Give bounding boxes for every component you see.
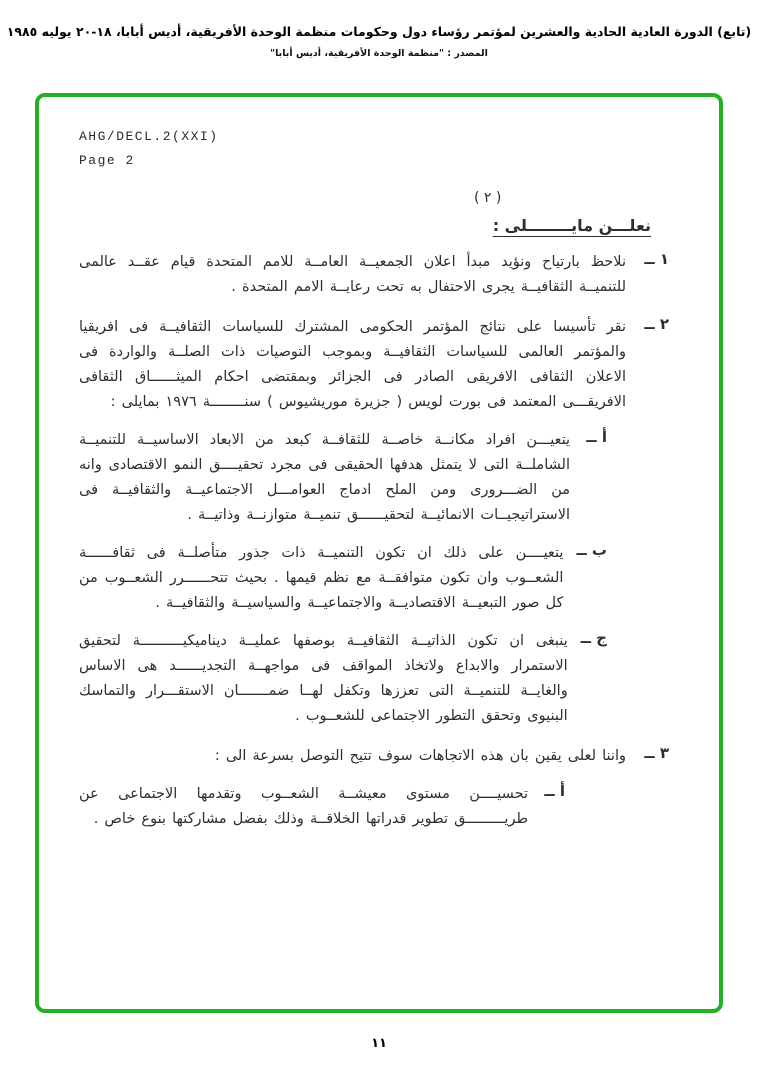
reference-code: AHG/DECL.2(XXI) bbox=[79, 129, 219, 144]
item-text: نلاحظ بارتياح ونؤيد مبدأ اعلان الجمعيــة العامــة للامم المتحدة قيام عقــد عالمى للتنميــة الثقافيــة يجرى الاحتفال به تحت رعايــة الامم المتحدة . bbox=[79, 254, 626, 295]
list-item-1 bbox=[79, 250, 669, 300]
sub-item-2c bbox=[79, 629, 607, 729]
subitem-letter: أ ــ bbox=[544, 782, 565, 800]
subitem-text: يتعيــــن على ذلك ان تكون التنميــة ذات جذور متأصلــة فى ثقافــــــة الشعــوب وان تكون متوافقــة مع نظم قيمها . بحيث تتحــــــرر الشعــوب من كل صور التبعيــة الاقتصاديــة والاجتماعيــة والسياسيــة والثقافيــة . bbox=[79, 545, 564, 611]
subitem-text: ينبغى ان تكون الذاتيــة الثقافيــة بوصفها عمليــة ديناميكيــــــــــة لتحقيق الاستمرار والابداع ولاتخاذ المواقف فى مواجهــة التجديــــــد هى الاساس والغايــة للتنميــة التى تعززها وتكفل لهــا ضمـــــــان الاستقـــرار والتماسك البنيوى وتحقق التطور الاجتماعى للشعــوب . bbox=[79, 633, 568, 724]
subitem-letter: ب ــ bbox=[576, 541, 607, 559]
section-number: ( ٢ ) bbox=[474, 190, 502, 206]
sub-item-2b bbox=[79, 541, 607, 616]
subitem-letter: ج ــ bbox=[580, 629, 607, 647]
document-frame bbox=[35, 93, 723, 1013]
page-number: ١١ bbox=[371, 1036, 387, 1051]
item-number: ٢ ــ bbox=[644, 315, 669, 333]
declaration-heading: نعلـــن مايــــــــلى : bbox=[492, 216, 651, 235]
page-header bbox=[0, 0, 758, 59]
item-number: ١ ــ bbox=[644, 250, 669, 268]
subitem-text: يتعيـــن افراد مكانــة خاصــة للثقافــة كبعد من الابعاد الاساسيــة للتنميــة الشاملــة التى لا يتمثل هدفها الحقيقى فى مجرد تحقيــــق النمو الاقتصادى وانه من الضـــرورى ومن الملح ادماج العوامـــل الاجتماعيــة والثقافيــة فى الاستراتيجيــات الانمائيــة لتحقيــــــق تنميــة متوازنــة وذاتيــة . bbox=[79, 432, 570, 523]
list-item-3 bbox=[79, 744, 669, 769]
page-footer bbox=[0, 1036, 758, 1051]
sub-item-2a bbox=[79, 428, 607, 528]
item-text: نقر تأسيسا على نتائج المؤتمر الحكومى المشترك للسياسات الثقافيــة فى افريقيا والمؤتمر العالمى للسياسات الثقافيــة وبموجب التوصيات ذات الصلــة والواردة فى الاعلان الثقافى الافريقى الصادر فى الجزائر وبمقتضى احكام الميثــــــاق الثقافى الافريقـــى المعتمد فى بورت لويس ( جزيرة موريشيوس ) سنــــــــة ١٩٧٦ بمايلى : bbox=[79, 319, 626, 410]
subitem-letter: أ ــ bbox=[586, 428, 607, 446]
session-title: (تابع) الدورة العادية الحادية والعشرين لمؤتمر رؤساء دول وحكومات منظمة الوحدة الأفريقية، أديس أبابا، ١٨-٢٠ يوليه ١٩٨٥ bbox=[6, 24, 752, 39]
sub-item-3a bbox=[79, 782, 565, 832]
document-body bbox=[79, 190, 669, 832]
source-line: المصدر : "منظمة الوحدة الأفريقية، أديس أبابا" bbox=[270, 48, 488, 59]
document-reference bbox=[79, 129, 669, 168]
subitem-text: تحسيــــن مستوى معيشــة الشعــوب وتقدمها الاجتماعى عن طريـــــــــق تطوير قدراتها الخلاقــة وذلك بفضل مشاركتها بنوع خاص . bbox=[79, 786, 528, 827]
list-item-2 bbox=[79, 315, 669, 415]
page-label: Page 2 bbox=[79, 153, 135, 168]
item-number: ٣ ــ bbox=[644, 744, 669, 762]
item-text: واننا لعلى يقين بان هذه الاتجاهات سوف تتيح التوصل بسرعة الى : bbox=[214, 748, 626, 764]
